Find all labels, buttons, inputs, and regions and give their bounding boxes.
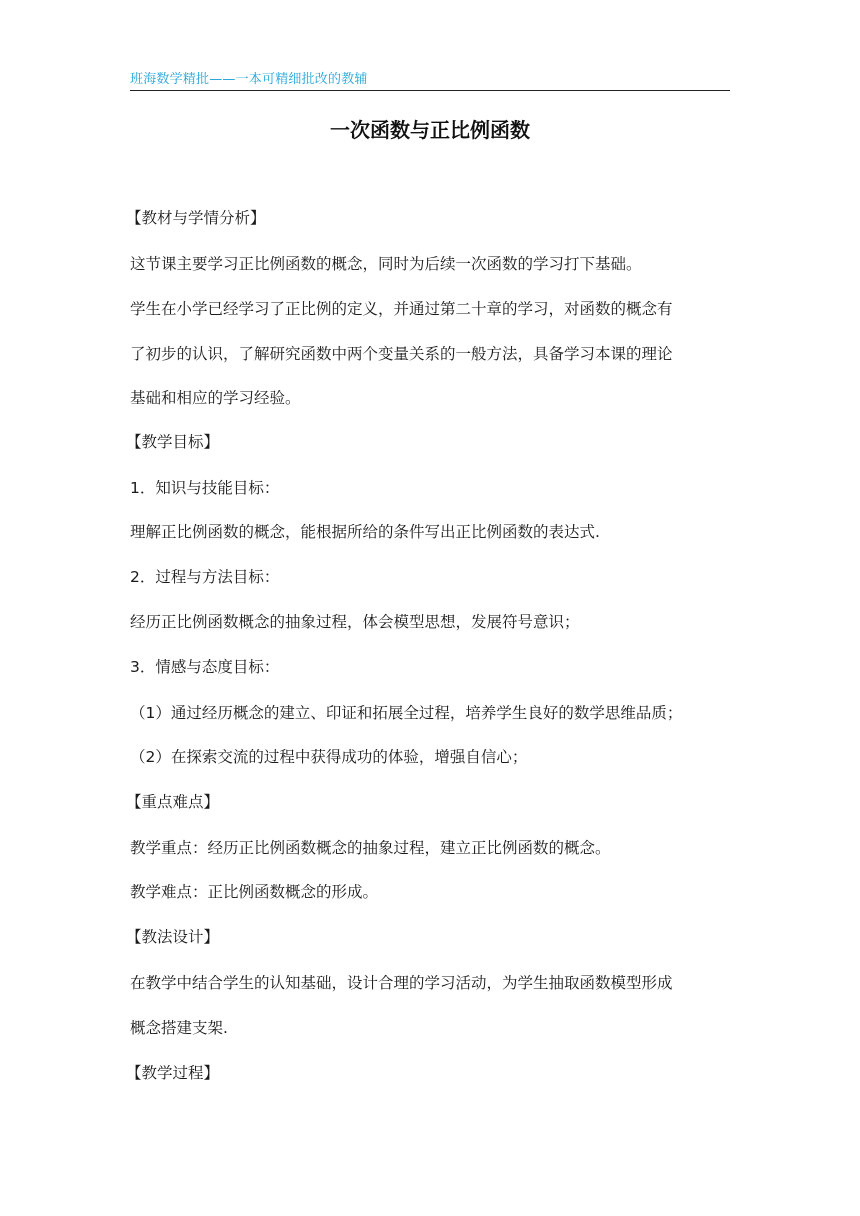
goal-3-item-2: （2）在探索交流的过程中获得成功的体验，增强自信心； [130, 748, 528, 766]
goal-3-item-1: （1）通过经历概念的建立、印证和拓展全过程，培养学生良好的数学思维品质； [130, 704, 683, 722]
header-text: 班海数学精批——一本可精细批改的教辅 [130, 72, 368, 87]
section-heading-method: 【教法设计】 [126, 928, 220, 946]
document-page [126, 0, 730, 1216]
difficult-point-text: 教学难点：正比例函数概念的形成。 [130, 883, 379, 901]
goal-1-text: 理解正比例函数的概念，能根据所给的条件写出正比例函数的表达式. [130, 523, 600, 541]
section-heading-process: 【教学过程】 [126, 1064, 220, 1082]
goal-1-title: 1．知识与技能目标： [130, 479, 280, 497]
section-heading-analysis: 【教材与学情分析】 [126, 209, 266, 227]
analysis-paragraph-2-line-1: 学生在小学已经学习了正比例的定义，并通过第二十章的学习，对函数的概念有 [130, 300, 673, 318]
key-point-text: 教学重点：经历正比例函数概念的抽象过程，建立正比例函数的概念。 [130, 839, 611, 857]
method-line-1: 在教学中结合学生的认知基础，设计合理的学习活动，为学生抽取函数模型形成 [130, 974, 673, 992]
goal-3-title: 3．情感与态度目标： [130, 658, 280, 676]
section-heading-goals: 【教学目标】 [126, 433, 220, 451]
page-title: 一次函数与正比例函数 [330, 118, 530, 142]
section-heading-key-points: 【重点难点】 [126, 793, 220, 811]
analysis-paragraph-1: 这节课主要学习正比例函数的概念，同时为后续一次函数的学习打下基础。 [130, 255, 642, 273]
method-line-2: 概念搭建支架. [130, 1019, 228, 1037]
goal-2-text: 经历正比例函数概念的抽象过程，体会模型思想，发展符号意识； [130, 613, 580, 631]
page-header [130, 66, 730, 91]
analysis-paragraph-2-line-2: 了初步的认识，了解研究函数中两个变量关系的一般方法，具备学习本课的理论 [130, 345, 673, 363]
goal-2-title: 2．过程与方法目标： [130, 568, 280, 586]
analysis-paragraph-2-line-3: 基础和相应的学习经验。 [130, 389, 301, 407]
